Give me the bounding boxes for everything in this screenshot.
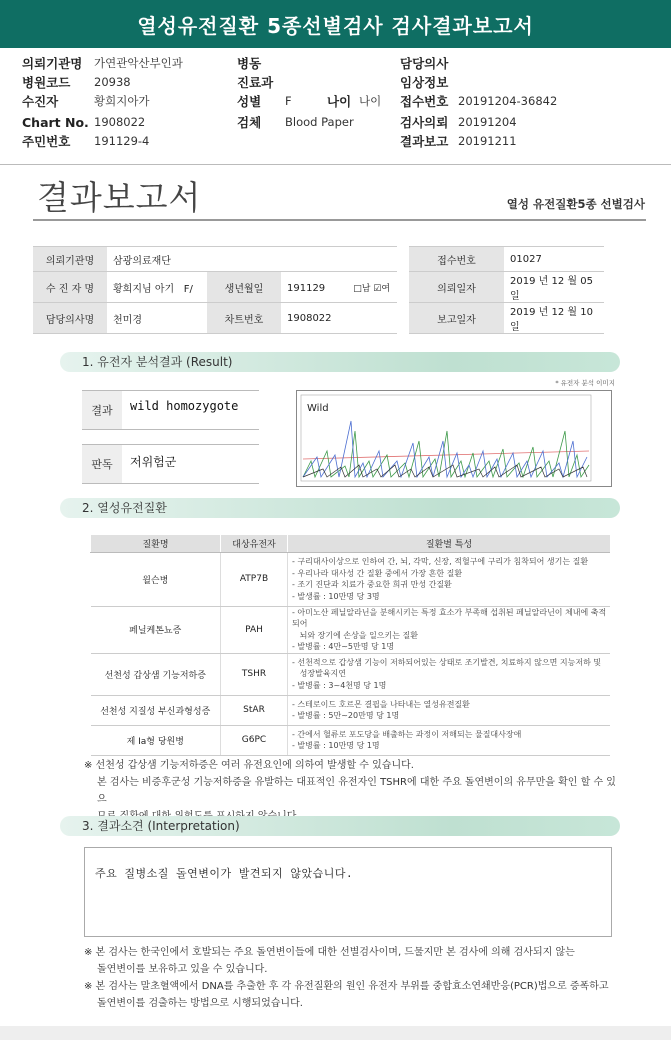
note-line: 돌연변이를 보유하고 있을 수 있습니다. xyxy=(97,964,268,975)
chromatogram-trace xyxy=(297,391,611,486)
desc-line: - 선천적으로 갑상샘 기능이 저하되어있는 상태로 조기발견, 치료하지 않으면 지능저하 및 xyxy=(292,657,602,667)
chromatogram-label: Wild xyxy=(307,403,329,414)
report-title: 결과보고서 xyxy=(37,178,202,217)
desc-line: - 구리대사이상으로 인하여 간, 뇌, 각막, 신장, 적혈구에 구리가 침착되어 생기는 질환 xyxy=(292,557,589,566)
divider xyxy=(33,219,646,221)
header-value: 20191204-36842 xyxy=(458,94,558,108)
header-label: 임상정보 xyxy=(400,75,449,90)
column-header: 질환별 특성 xyxy=(288,535,611,552)
header-value: 20938 xyxy=(94,75,131,89)
header-label: 수진자 xyxy=(22,94,59,109)
header-value: Blood Paper xyxy=(285,115,354,129)
desc-line: - 조기 진단과 치료가 중요한 희귀 만성 간질환 xyxy=(292,580,452,589)
table-row xyxy=(91,695,611,725)
info-value: 01027 xyxy=(504,247,604,272)
age-label: 나이 xyxy=(327,94,352,109)
note-line: 본 검사는 비증후군성 기능저하증을 유발하는 대표적인 유전자인 TSHR에 대한 주요 돌연변이의 유무만을 확인 할 수 있으 xyxy=(97,777,616,805)
header-label: 주민번호 xyxy=(22,134,71,149)
desc-line: - 발병률 : 10만명 당 1명 xyxy=(292,741,380,750)
desc-line: - 발병률 : 3~4천명 당 1명 xyxy=(292,680,387,690)
info-label: 접수번호 xyxy=(409,247,504,272)
info-value: 삼광의료재단 xyxy=(107,247,397,272)
info-value: 2019 년 12 월 05 일 xyxy=(504,272,604,303)
disease-desc xyxy=(288,653,611,695)
table-row xyxy=(91,725,611,755)
header-label: 의뢰기관명 xyxy=(22,56,83,71)
patient-info-table xyxy=(33,246,604,334)
header-label: 진료과 xyxy=(237,75,274,90)
report-banner: 열성유전질환 5종선별검사 검사결과보고서 xyxy=(0,0,671,48)
header-value: 가연관악산부인과 xyxy=(94,56,183,70)
disease-gene: StAR xyxy=(221,695,288,725)
note-line: ※ 본 검사는 말초혈액에서 DNA를 추출한 후 각 유전질환의 원인 유전자 부위를 중합효소연쇄반응(PCR)법으로 증폭하고 xyxy=(84,981,609,992)
patient-name: 황희지님 아기 xyxy=(113,283,175,295)
page-bottom-bar xyxy=(0,1026,671,1040)
section-result-header: 1. 유전자 분석결과 (Result) xyxy=(60,352,620,372)
note-line: ※ 본 검사는 한국인에서 호발되는 주요 돌연변이들에 대한 선별검사이며, 드물지만 본 검사에 의해 검사되지 않는 xyxy=(84,947,575,958)
result-box xyxy=(82,390,259,430)
judge-box xyxy=(82,444,259,484)
report-subtitle: 열성 유전질환5종 선별검사 xyxy=(506,197,645,211)
column-header: 질환명 xyxy=(91,535,221,552)
disease-name: 제 Ia형 당원병 xyxy=(91,725,221,755)
patient-sex: F/ xyxy=(183,283,193,295)
desc-line: 뇌와 장기에 손상을 일으키는 질환 xyxy=(292,630,418,640)
judge-value: 저위험군 xyxy=(130,455,177,469)
disease-desc xyxy=(288,695,611,725)
section-interpretation-header: 3. 결과소견 (Interpretation) xyxy=(60,816,620,836)
info-label: 수 진 자 명 xyxy=(33,272,107,303)
disease-gene: G6PC xyxy=(221,725,288,755)
header-info xyxy=(0,52,671,162)
disease-name: 윌슨병 xyxy=(91,552,221,606)
info-label: 담당의사명 xyxy=(33,303,107,334)
chromatogram-image xyxy=(296,390,612,487)
header-label: 결과보고 xyxy=(400,134,449,149)
header-value: 20191204 xyxy=(458,115,517,129)
header-label: 성별 xyxy=(237,94,262,109)
desc-line: - 발병률 : 5만~20만명 당 1명 xyxy=(292,711,400,720)
age-value: 나이 xyxy=(359,94,382,108)
disease-gene: ATP7B xyxy=(221,552,288,606)
disease-name: 선천성 갑상샘 기능저하증 xyxy=(91,653,221,695)
header-label: 병원코드 xyxy=(22,75,71,90)
header-value: F xyxy=(285,94,292,108)
desc-line: - 발생률 : 10만명 당 3명 xyxy=(292,591,380,601)
image-note: * 유전자 분석 이미지 xyxy=(555,379,615,387)
birth-date: 191129 xyxy=(287,282,326,294)
desc-line: - 발병률 : 4만~5만명 당 1명 xyxy=(292,642,395,651)
disease-gene: PAH xyxy=(221,606,288,653)
note-line: ※ 선천성 갑상샘 기능저하증은 여러 유전요인에 의하여 발생할 수 있습니다. xyxy=(84,760,414,771)
section-disease-header: 2. 열성유전질환 xyxy=(60,498,620,518)
disease-desc xyxy=(288,552,611,606)
disease-name: 선천성 지질성 부신과형성증 xyxy=(91,695,221,725)
info-label: 생년월일 xyxy=(207,272,281,303)
desc-line: - 우리나라 대사성 간 질환 중에서 가장 흔한 질환 xyxy=(292,568,463,578)
header-value: 191129-4 xyxy=(94,134,150,148)
disease-desc xyxy=(288,606,611,653)
result-value: wild homozygote xyxy=(130,399,239,413)
header-value: 20191211 xyxy=(458,134,517,148)
table-row xyxy=(91,653,611,695)
disease-table xyxy=(90,535,610,756)
header-label: 병동 xyxy=(237,56,262,71)
method-note xyxy=(84,944,634,1012)
result-label: 결과 xyxy=(82,391,122,429)
desc-line: - 스테로이드 호르몬 결핍을 나타내는 열성유전질환 xyxy=(292,699,470,709)
header-label: 검체 xyxy=(237,115,262,130)
header-value: 황희지아가 xyxy=(94,94,150,108)
desc-line: - 아미노산 페닐알라닌을 분해시키는 특정 효소가 부족해 섭취된 페닐알라닌이 체내에 축적되어 xyxy=(292,607,607,628)
header-label: Chart No. xyxy=(22,115,89,130)
table-row xyxy=(91,552,611,606)
disease-desc xyxy=(288,725,611,755)
tshr-note xyxy=(84,757,624,825)
header-label: 담당의사 xyxy=(400,56,449,71)
info-label: 의뢰기관명 xyxy=(33,247,107,272)
desc-line: - 간에서 혈류로 포도당을 배출하는 과정이 저해되는 물질대사장애 xyxy=(292,729,522,739)
desc-line: 성장발육지연 xyxy=(292,669,346,679)
interpretation-box: 주요 질병소질 돌연변이가 발견되지 않았습니다. xyxy=(84,847,612,937)
header-label: 접수번호 xyxy=(400,94,449,109)
header-value: 1908022 xyxy=(94,115,146,129)
table-row xyxy=(91,606,611,653)
info-value xyxy=(281,272,397,303)
sex-checkbox: □남 ☑여 xyxy=(353,283,391,294)
disease-name: 페닐케톤뇨증 xyxy=(91,606,221,653)
note-line: 돌연변이를 검출하는 방법으로 시행되었습니다. xyxy=(97,998,303,1009)
info-label: 차트번호 xyxy=(207,303,281,334)
info-value: 2019 년 12 월 10 일 xyxy=(504,303,604,334)
info-value: 1908022 xyxy=(281,303,397,334)
judge-label: 판독 xyxy=(82,445,122,483)
info-label: 의뢰일자 xyxy=(409,272,504,303)
disease-gene: TSHR xyxy=(221,653,288,695)
column-header: 대상유전자 xyxy=(221,535,288,552)
info-value xyxy=(107,272,207,303)
info-label: 보고일자 xyxy=(409,303,504,334)
divider xyxy=(0,164,671,165)
header-label: 검사의뢰 xyxy=(400,115,449,130)
info-value: 천미경 xyxy=(107,303,207,334)
